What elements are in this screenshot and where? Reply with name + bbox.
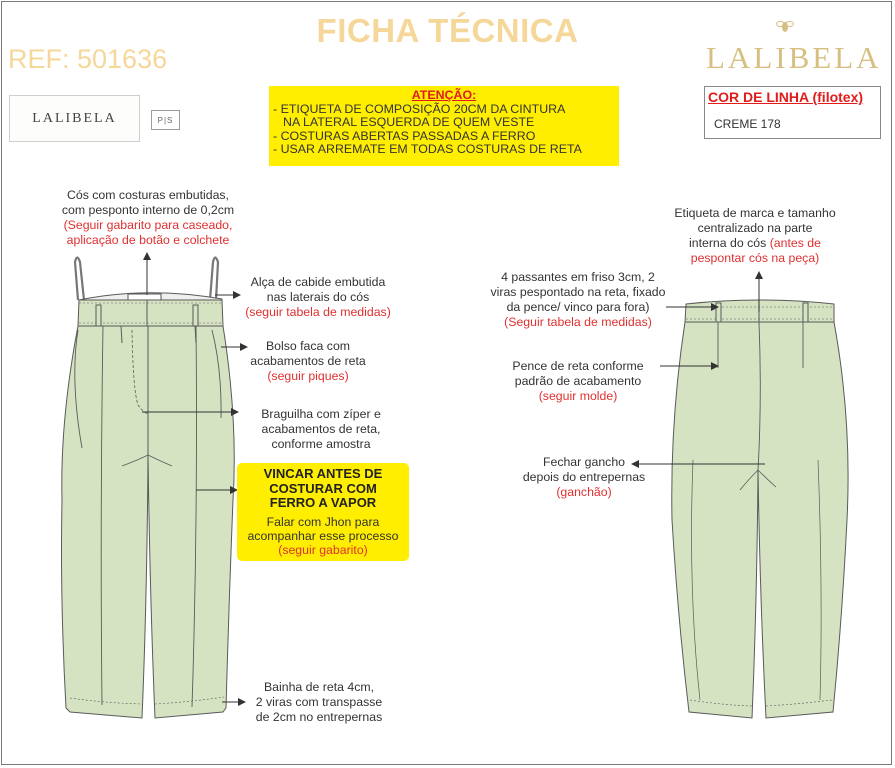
note-text: interna do cós [689, 236, 770, 250]
attention-line: - COSTURAS ABERTAS PASSADAS A FERRO [273, 128, 536, 143]
note-line: 4 passantes em friso 3cm, 2 [501, 270, 655, 284]
crease-line-bold: FERRO A VAPOR [269, 495, 377, 510]
crease-line: Falar com Jhon para [266, 515, 380, 529]
note-line: conforme amostra [271, 437, 371, 451]
note-hem [244, 680, 394, 725]
brand-logo: LALIBELA [706, 40, 882, 75]
note-line: viras pespontado na reta, fixado [490, 285, 666, 299]
note-line: da pence/ vinco para fora) [506, 300, 650, 314]
crease-line: acompanhar esse processo [247, 529, 399, 543]
attention-line: - USAR ARREMATE EM TODAS COSTURAS DE RETA [273, 142, 582, 156]
note-line-red: pespontar cós na peça) [690, 251, 820, 265]
brand-label-text: LALIBELA [32, 110, 117, 126]
thread-color-value: CREME 178 [714, 117, 781, 131]
note-pocket [246, 339, 370, 384]
note-hanger-loop [232, 275, 404, 320]
crease-line-red: (seguir gabarito) [278, 543, 368, 557]
reference-code: REF: 501636 [8, 44, 168, 74]
note-belt-loops [478, 270, 678, 330]
note-line: 2 viras com transpasse [255, 695, 383, 709]
back-pants-drawing [672, 300, 848, 718]
thread-color-title: COR DE LINHA (filotex) [708, 89, 864, 105]
note-line: com pesponto interno de 0,2cm [61, 203, 235, 217]
note-dart [498, 359, 658, 404]
note-line: Alça de cabide embutida [250, 275, 386, 289]
note-label [657, 206, 853, 266]
crease-note [237, 515, 409, 557]
note-text-red: (antes de [769, 236, 821, 250]
note-fly [246, 407, 396, 452]
note-line: Bainha de reta 4cm, [263, 680, 375, 694]
crease-instruction [237, 467, 409, 511]
note-line-red: (Seguir gabarito para caseado, [63, 218, 233, 232]
crease-line-bold: VINCAR ANTES DE [263, 466, 383, 481]
attention-line: NA LATERAL ESQUERDA DE QUEM VESTE [283, 115, 535, 129]
hanger-loop-left [75, 258, 84, 301]
crease-line-bold: COSTURAR COM [269, 480, 377, 496]
note-line: nas laterais do cós [266, 290, 370, 304]
note-line: de 2cm no entrepernas [255, 710, 383, 724]
note-line: Etiqueta de marca e tamanho [674, 206, 836, 220]
page-title: FICHA TÉCNICA [316, 12, 579, 49]
note-line-red: aplicação de botão e colchete [66, 233, 230, 247]
note-line: Fechar gancho [542, 455, 626, 469]
note-waistband [52, 188, 244, 248]
note-line: depois do entrepernas [522, 470, 646, 484]
note-line-red: (seguir molde) [538, 389, 618, 403]
hanger-loop-right [210, 258, 218, 301]
size-tag-text: P|S [157, 115, 174, 125]
note-line-red: (ganchão) [556, 485, 612, 499]
note-line: Cós com costuras embutidas, [67, 188, 229, 202]
note-line-red: (seguir piques) [267, 369, 349, 383]
note-line: Bolso faca com [265, 339, 351, 353]
note-line-red: (seguir tabela de medidas) [245, 305, 391, 319]
note-line: acabamentos de reta, [261, 422, 381, 436]
note-line: centralizado na parte [697, 221, 813, 235]
front-pants-drawing [62, 258, 235, 719]
note-hook [508, 455, 660, 500]
note-line: acabamentos de reta [250, 354, 366, 368]
note-line-mixed [657, 236, 853, 251]
note-line-red: (Seguir tabela de medidas) [504, 315, 652, 329]
note-line: Braguilha com zíper e [261, 407, 381, 421]
note-line: padrão de acabamento [514, 374, 642, 388]
attention-heading: ATENÇÃO: [411, 88, 477, 102]
attention-line: - ETIQUETA DE COMPOSIÇÃO 20CM DA CINTURA [273, 101, 566, 116]
note-line: Pence de reta conforme [512, 359, 644, 373]
